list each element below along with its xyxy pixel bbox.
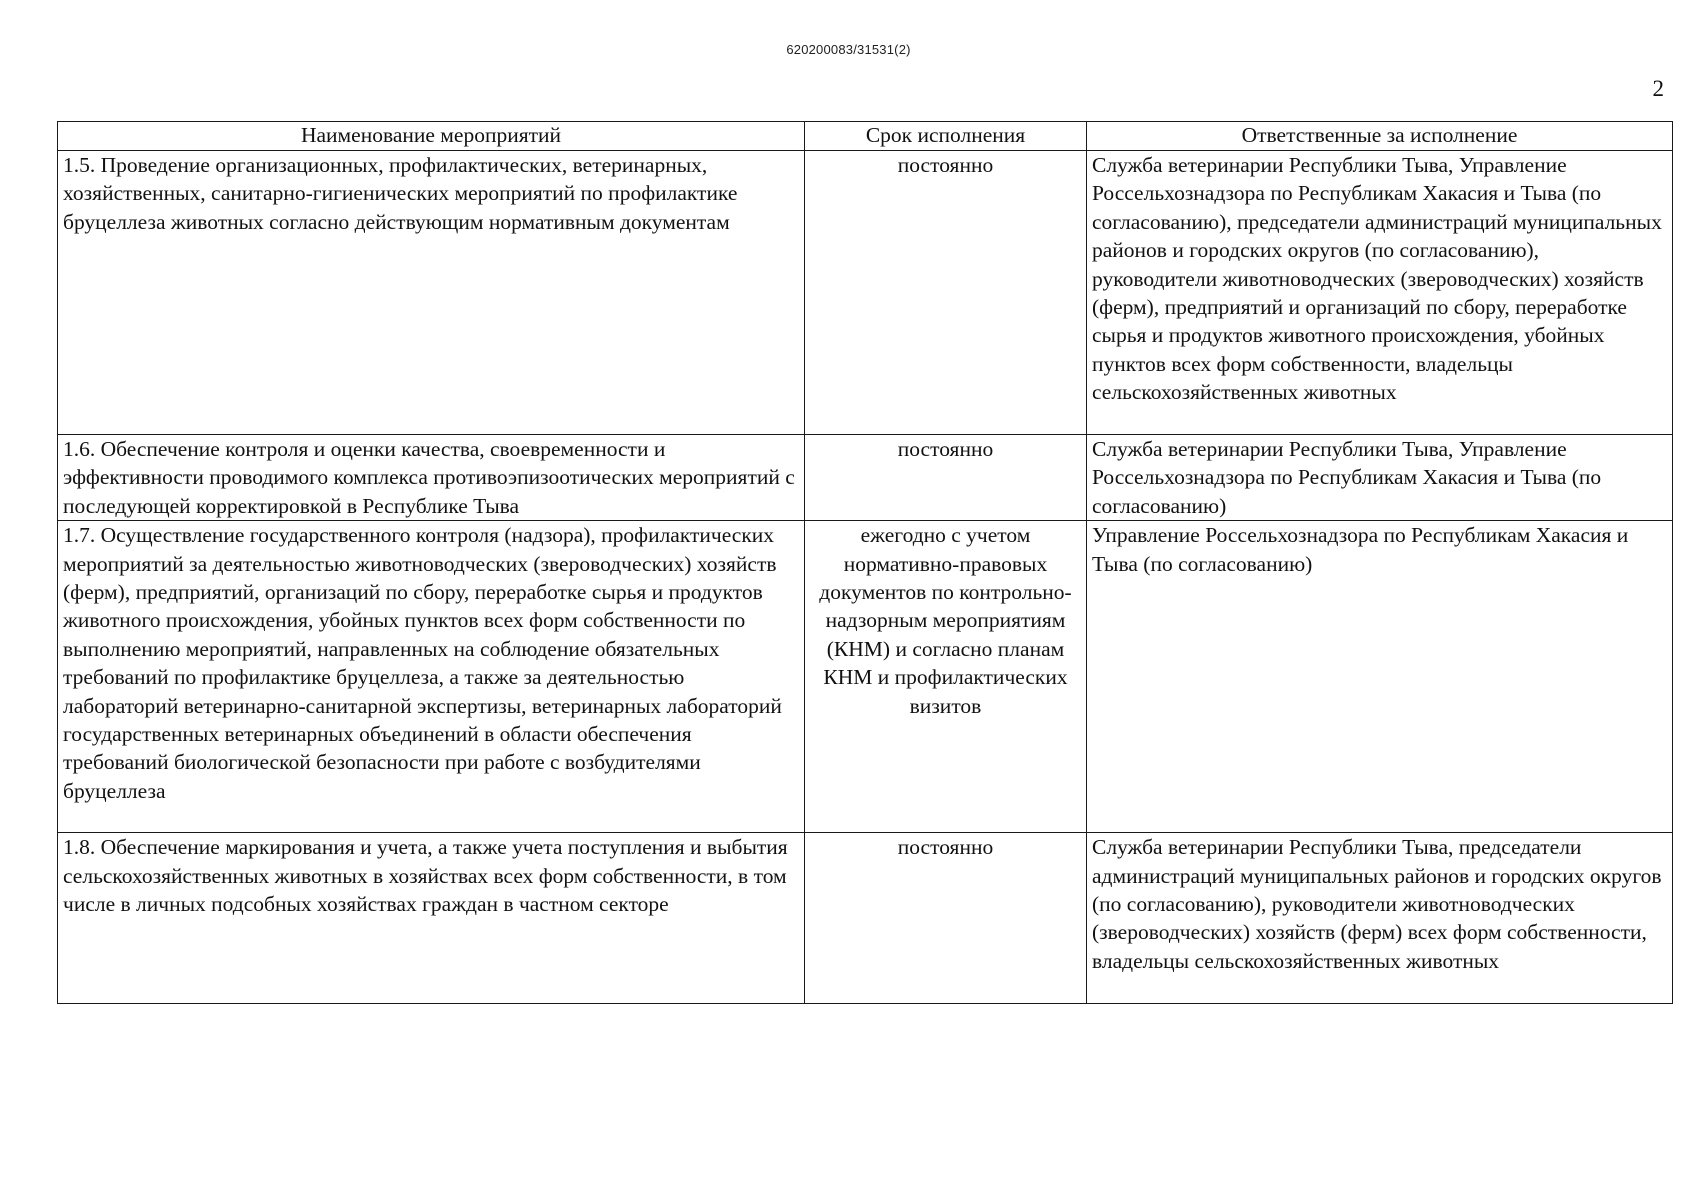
column-header-term: Срок исполнения — [805, 122, 1087, 151]
measure-responsible: Служба ветеринарии Республики Тыва, председатели администраций муниципальных районов и городских округов (по согласованию), руководители животноводческих (звероводческих) хозяйств (ферм) всех форм собственности, владельцы сельскохозяйственных животных — [1087, 833, 1673, 1004]
measures-table — [57, 121, 1673, 1004]
table-row — [58, 833, 1673, 1004]
table-row — [58, 435, 1673, 521]
column-header-responsible: Ответственные за исполнение — [1087, 122, 1673, 151]
measure-responsible: Служба ветеринарии Республики Тыва, Управление Россельхознадзора по Республикам Хакасия и Тыва (по согласованию), председатели администраций муниципальных районов и городских округов (по согласованию), руководители животноводческих (звероводческих) хозяйств (ферм), предприятий и организаций по сбору, переработке сырья и продуктов животного происхождения, убойных пунктов всех форм собственности, владельцы сельскохозяйственных животных — [1087, 151, 1673, 435]
table-row — [58, 151, 1673, 435]
document-id: 620200083/31531(2) — [786, 42, 911, 57]
measure-term: постоянно — [805, 833, 1087, 1004]
table-header-row — [58, 122, 1673, 151]
measure-responsible: Управление Россельхознадзора по Республикам Хакасия и Тыва (по согласованию) — [1087, 521, 1673, 833]
measure-name: 1.7. Осуществление государственного контроля (надзора), профилактических мероприятий за деятельностью животноводческих (звероводческих) хозяйств (ферм), предприятий, организаций по сбору, переработке сырья и продуктов животного происхождения, убойных пунктов всех форм собственности по выполнению мероприятий, направленных на соблюдение обязательных требований по профилактике бруцеллеза, а также за деятельностью лабораторий ветеринарно-санитарной экспертизы, ветеринарных лабораторий государственных ветеринарных объединений в области обеспечения требований биологической безопасности при работе с возбудителями бруцеллеза — [58, 521, 805, 833]
measure-responsible: Служба ветеринарии Республики Тыва, Управление Россельхознадзора по Республикам Хакасия и Тыва (по согласованию) — [1087, 435, 1673, 521]
column-header-name: Наименование мероприятий — [58, 122, 805, 151]
measure-term: постоянно — [805, 151, 1087, 435]
measure-name: 1.5. Проведение организационных, профилактических, ветеринарных, хозяйственных, санитарно-гигиенических мероприятий по профилактике бруцеллеза животных согласно действующим нормативным документам — [58, 151, 805, 435]
page-number: 2 — [1652, 76, 1664, 101]
measure-name: 1.6. Обеспечение контроля и оценки качества, своевременности и эффективности проводимого комплекса противоэпизоотических мероприятий с последующей корректировкой в Республике Тыва — [58, 435, 805, 521]
measure-term: ежегодно с учетом нормативно-правовых документов по контрольно-надзорным мероприятиям (КНМ) и согласно планам КНМ и профилактических визитов — [805, 521, 1087, 833]
measure-term: постоянно — [805, 435, 1087, 521]
measure-name: 1.8. Обеспечение маркирования и учета, а также учета поступления и выбытия сельскохозяйственных животных в хозяйствах всех форм собственности, в том числе в личных подсобных хозяйствах граждан в частном секторе — [58, 833, 805, 1004]
table-row — [58, 521, 1673, 833]
